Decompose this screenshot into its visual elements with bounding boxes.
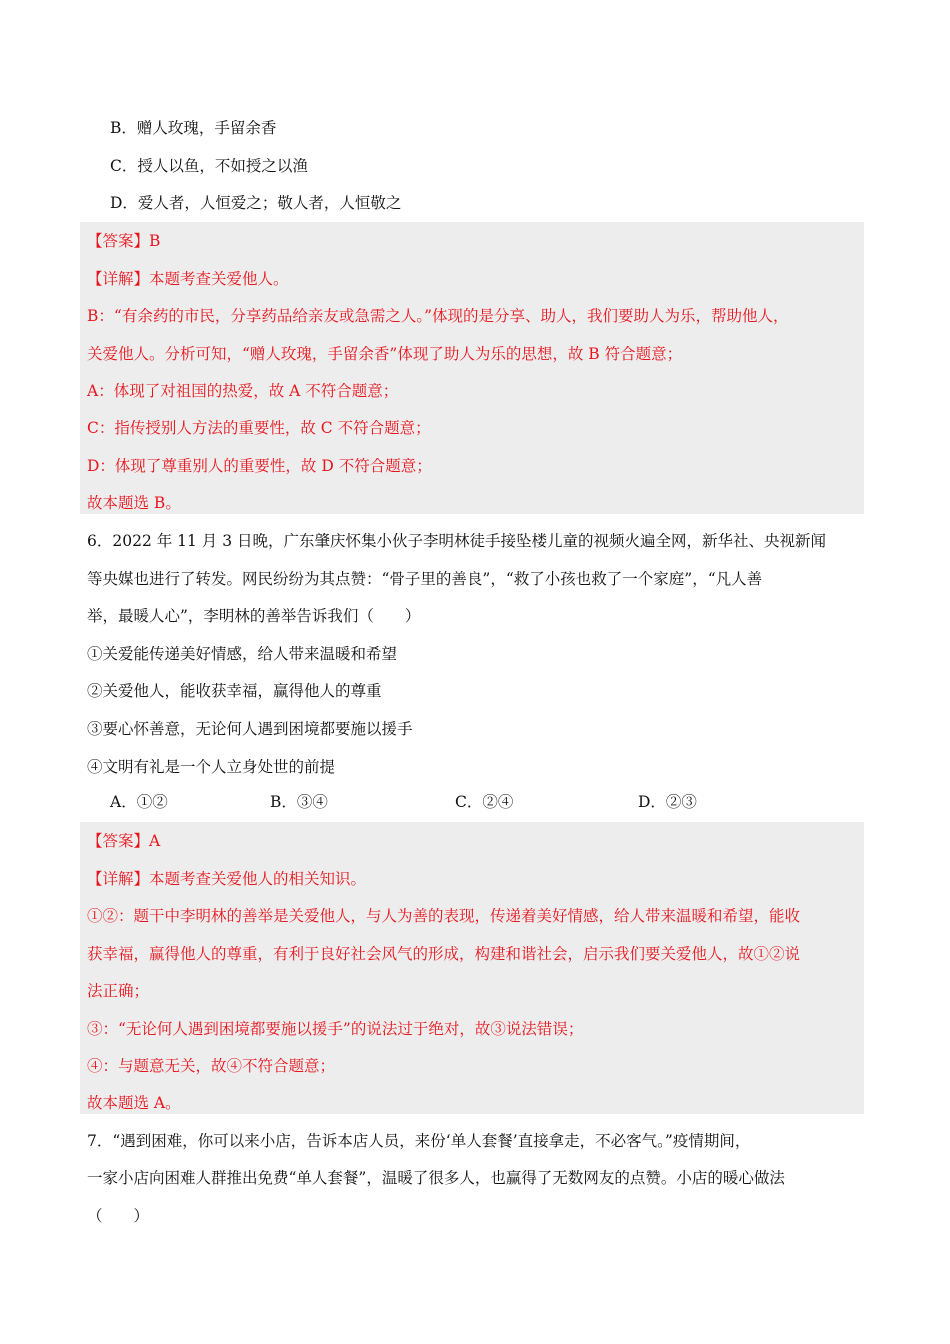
q6-stem-line: 等央媒也进行了转发。网民纷纷为其点赞：“骨子里的善良”，“救了小孩也救了一个家庭”，“凡人善 bbox=[87, 570, 763, 588]
q5-explanation-line: 故本题选 B。 bbox=[87, 494, 181, 512]
q6-stem-line: 举，最暖人心”，李明林的善举告诉我们（ ） bbox=[87, 607, 421, 625]
q6-explanation-line: ③：“无论何人遇到困境都要施以援手”的说法过于绝对，故③说法错误； bbox=[87, 1020, 584, 1038]
q6-statement: ③要心怀善意，无论何人遇到困境都要施以援手 bbox=[87, 720, 413, 738]
q5-option-d: D．爱人者，人恒爱之；敬人者，人恒敬之 bbox=[110, 194, 402, 212]
q5-explanation-line: C：指传授别人方法的重要性，故 C 不符合题意； bbox=[87, 419, 431, 437]
q5-answer: 【答案】B bbox=[87, 232, 161, 250]
q7-stem-line: 7．“遇到困难，你可以来小店，告诉本店人员，来份‘单人套餐’直接拿走，不必客气。”疫情期间， bbox=[87, 1132, 751, 1150]
q5-option-b: B．赠人玫瑰，手留余香 bbox=[110, 119, 277, 137]
q6-explanation-line: 故本题选 A。 bbox=[87, 1094, 181, 1112]
q7-stem-line: （ ） bbox=[87, 1207, 150, 1225]
q6-stem-line: 6．2022 年 11 月 3 日晚，广东肇庆怀集小伙子李明林徒手接坠楼儿童的视频火遍全网，新华社、央视新闻 bbox=[87, 532, 827, 550]
q5-option-c: C．授人以鱼，不如授之以渔 bbox=[110, 157, 308, 175]
q6-option-c: C．②④ bbox=[455, 793, 514, 811]
q5-explanation-line: A：体现了对祖国的热爱，故 A 不符合题意； bbox=[87, 382, 399, 400]
q6-statement: ④文明有礼是一个人立身处世的前提 bbox=[87, 758, 336, 776]
q5-explanation-line: B：“有余药的市民，分享药品给亲友或急需之人。”体现的是分享、助人，我们要助人为乐，帮助他人， bbox=[87, 307, 789, 325]
q6-statement: ②关爱他人，能收获幸福，赢得他人的尊重 bbox=[87, 682, 382, 700]
q6-explanation-line: 获幸福，赢得他人的尊重，有利于良好社会风气的形成，构建和谐社会，启示我们要关爱他人，故①②说 bbox=[87, 945, 801, 963]
q5-detail: 【详解】本题考查关爱他人。 bbox=[87, 270, 289, 288]
q6-explanation-line: ④：与题意无关，故④不符合题意； bbox=[87, 1057, 336, 1075]
q6-option-d: D．②③ bbox=[638, 793, 697, 811]
q6-explanation-line: 法正确； bbox=[87, 982, 150, 1000]
q6-option-a: A．①② bbox=[110, 793, 168, 811]
q6-statement: ①关爱能传递美好情感，给人带来温暖和希望 bbox=[87, 645, 398, 663]
q5-explanation-line: D：体现了尊重别人的重要性，故 D 不符合题意； bbox=[87, 457, 432, 475]
q6-answer: 【答案】A bbox=[87, 832, 161, 850]
q7-stem-line: 一家小店向困难人群推出免费“单人套餐”，温暖了很多人，也赢得了无数网友的点赞。小店的暖心做法 bbox=[87, 1169, 785, 1187]
q6-explanation-line: ①②：题干中李明林的善举是关爱他人，与人为善的表现，传递着美好情感，给人带来温暖和希望，能收 bbox=[87, 907, 801, 925]
q6-option-b: B．③④ bbox=[270, 793, 328, 811]
q6-detail: 【详解】本题考查关爱他人的相关知识。 bbox=[87, 870, 367, 888]
q5-explanation-line: 关爱他人。分析可知，“赠人玫瑰，手留余香”体现了助人为乐的思想，故 B 符合题意； bbox=[87, 345, 683, 363]
